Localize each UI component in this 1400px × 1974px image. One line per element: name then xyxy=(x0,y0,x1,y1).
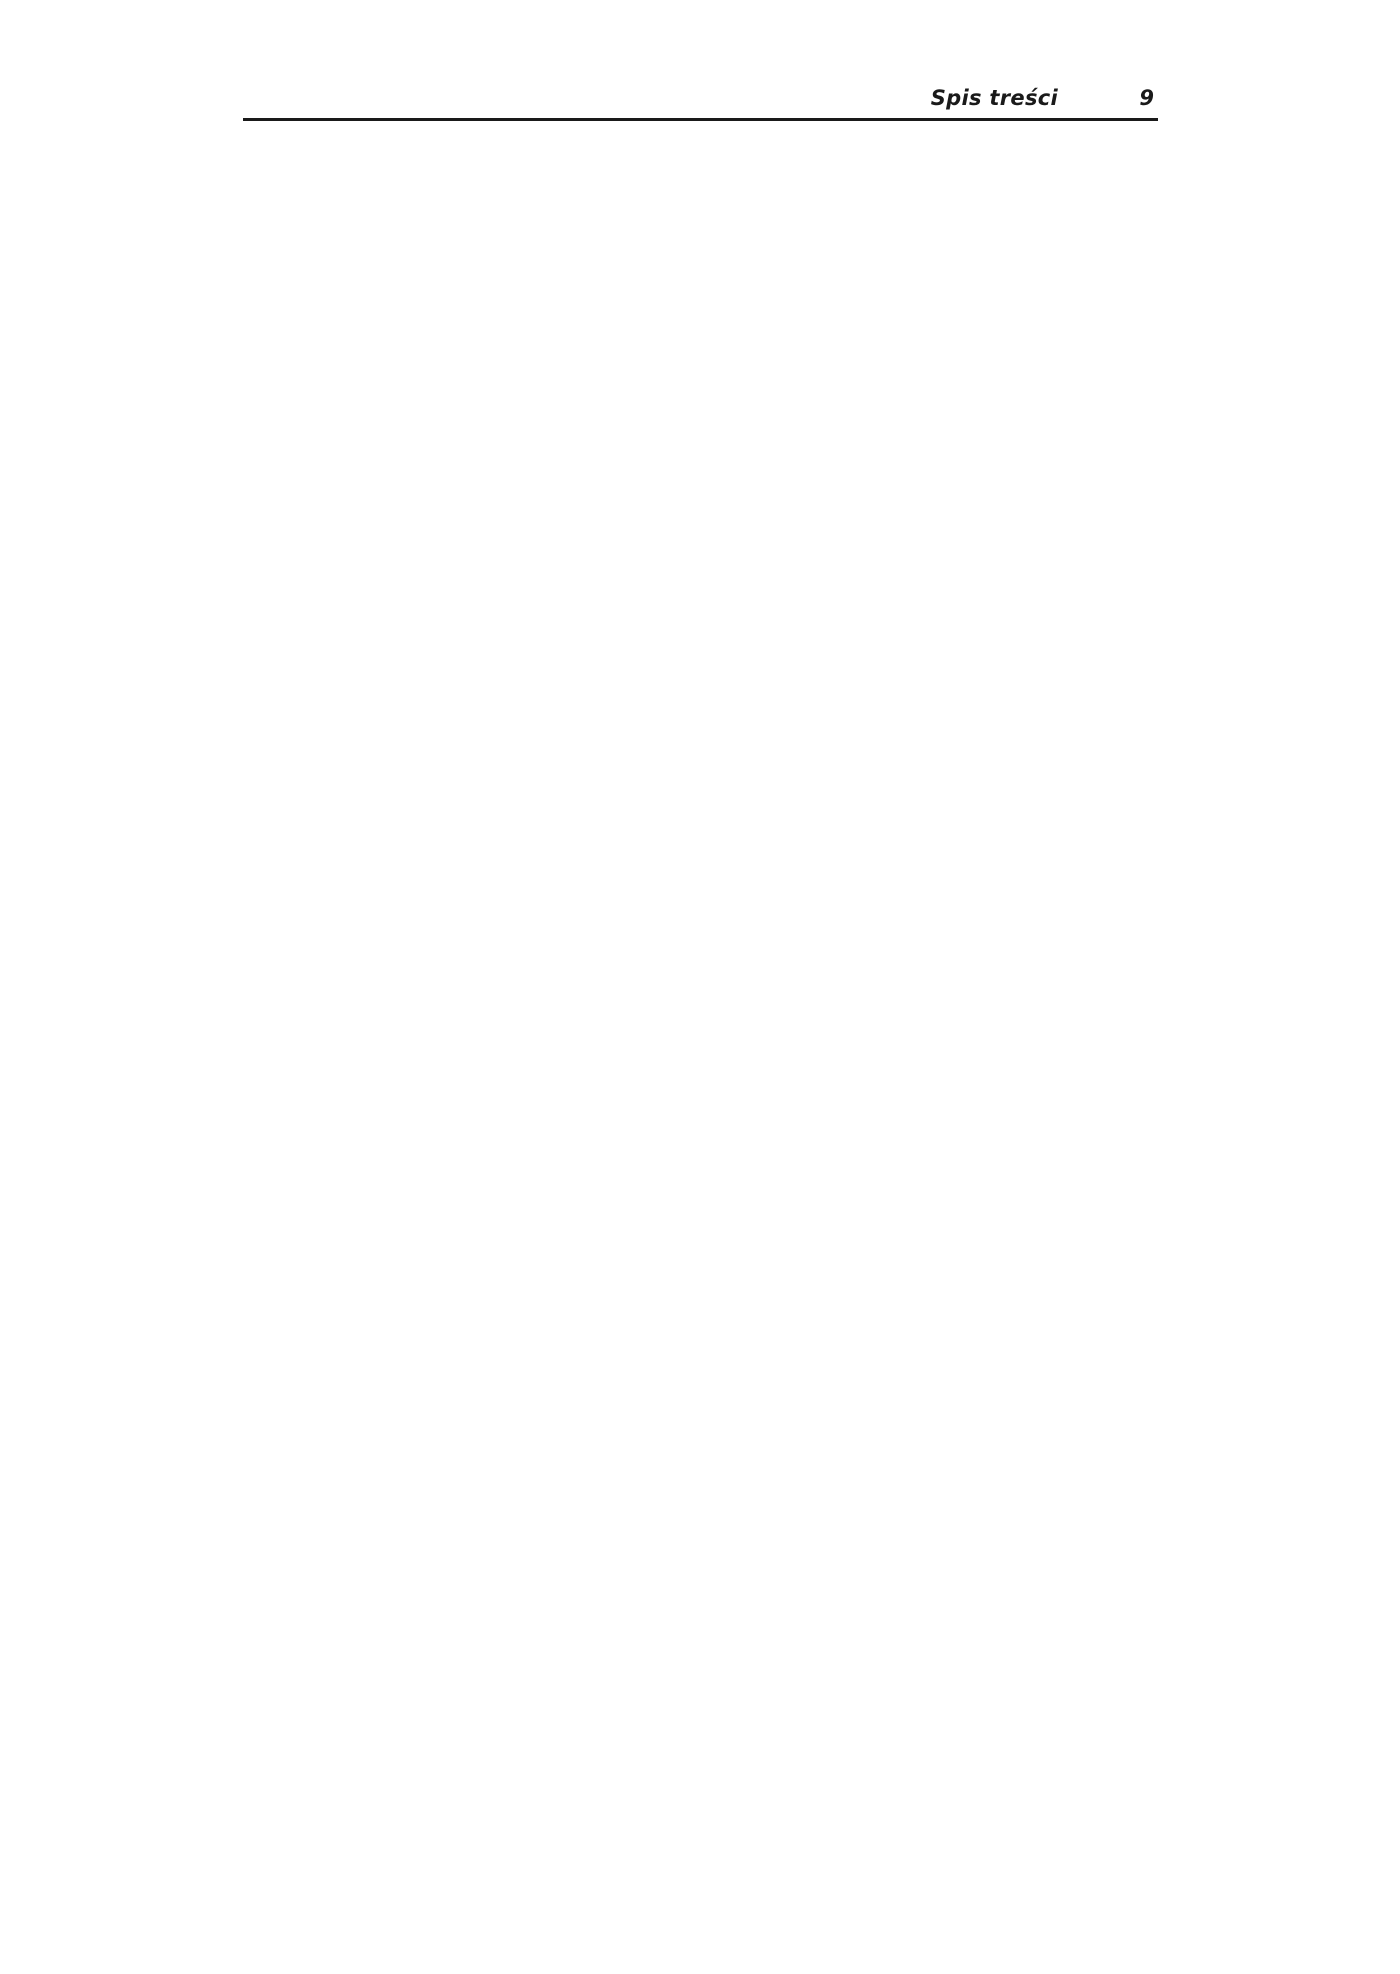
toc-entry-page xyxy=(280,162,1400,1974)
page-number: 9 xyxy=(1139,86,1154,110)
toc-section-entry xyxy=(280,1410,1158,1441)
running-header xyxy=(243,80,1158,121)
running-header-title: Spis treści xyxy=(930,86,1058,110)
table-of-contents xyxy=(280,162,1158,1440)
